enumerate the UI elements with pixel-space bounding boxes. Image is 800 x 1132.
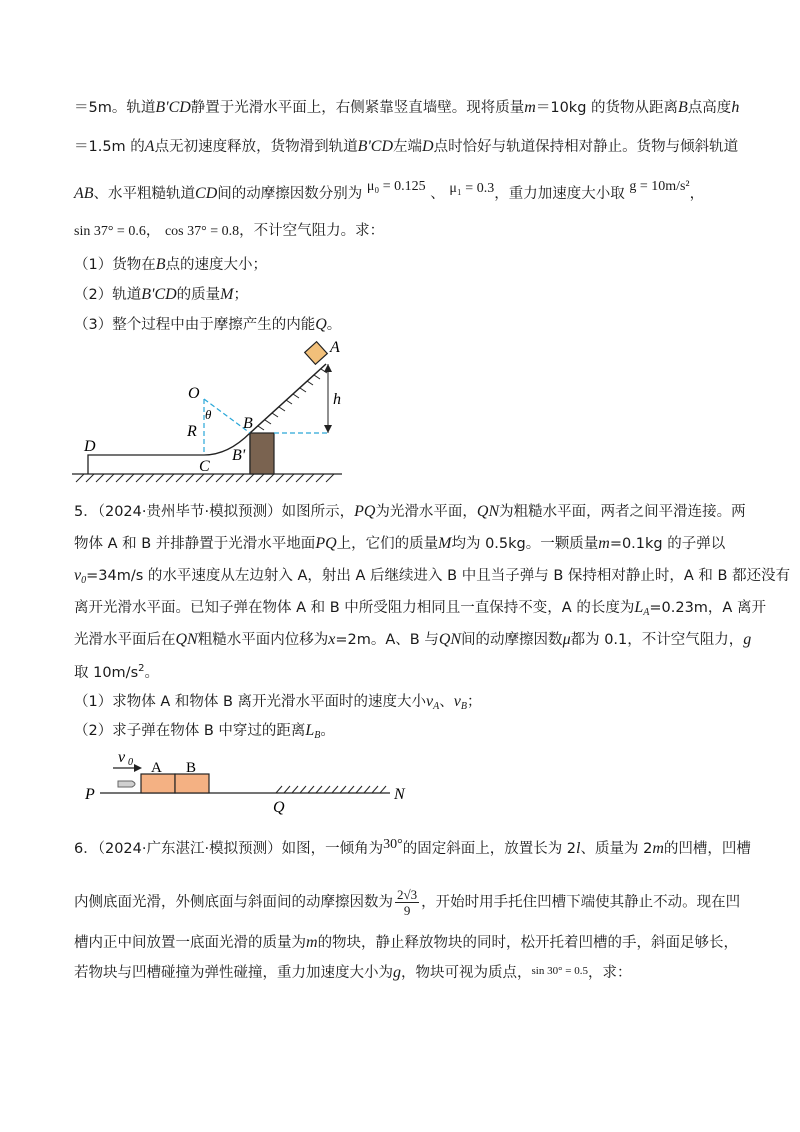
point-symbol: D	[422, 138, 434, 155]
superscript: 2	[138, 663, 145, 674]
text: ＝10kg 的货物从距离	[535, 100, 679, 116]
label-d: D	[84, 438, 96, 455]
arrow-down-icon	[324, 425, 332, 433]
length-symbol: L	[305, 722, 315, 739]
length-symbol: L	[634, 599, 644, 616]
track-label: B	[357, 138, 368, 155]
sin30-value: sin 30° = 0.5	[531, 965, 588, 977]
text: ；	[466, 694, 482, 710]
text: 点高度	[687, 100, 732, 116]
gravity-symbol: g	[743, 631, 752, 648]
text: 取 10m/s	[74, 665, 139, 681]
point-symbol: A	[144, 138, 155, 155]
p6-line-3	[74, 933, 740, 953]
label-p: P	[85, 786, 95, 803]
text: ，求：	[587, 965, 632, 981]
label-o: O	[188, 385, 200, 402]
gravity-value: g = 10m/s²	[629, 179, 690, 194]
text: ，不计空气阻力。求：	[239, 223, 385, 239]
p5-line-2	[74, 534, 740, 554]
text: 为光滑水平面，	[375, 504, 477, 520]
energy-symbol: Q	[315, 316, 327, 333]
bullet	[118, 781, 135, 787]
mass-symbol: m	[598, 535, 610, 552]
text: 粗糙水平面内位移为	[197, 632, 329, 648]
text: （1）求物体 A 和物体 B 离开光滑水平面时的速度大小	[74, 694, 427, 710]
label-h: h	[333, 391, 341, 408]
incline-angle: 30°	[383, 837, 403, 852]
label-b: B	[186, 760, 197, 776]
label-b-prime: B'	[232, 447, 246, 464]
label-theta: θ	[205, 407, 212, 422]
text: 都为 0.1，不计空气阻力，	[570, 632, 744, 648]
problem-number: 6．（2024·广东湛江·模拟预测）如图，一倾角为	[74, 841, 384, 857]
track-label: B	[155, 99, 166, 116]
text: 光滑水平面后在	[74, 632, 176, 648]
text: 间的动摩擦因数分别为	[217, 186, 363, 202]
mass-symbol: m	[524, 99, 536, 116]
wall-block	[250, 433, 274, 474]
rough-surface-hatch	[276, 786, 386, 793]
text: 点时恰好与轨道保持相对静止。货物与倾斜轨道	[433, 139, 739, 155]
label-v: v	[118, 749, 126, 766]
text: 物体 A 和 B 并排静置于光滑水平地面	[74, 536, 316, 552]
text: （2）求子弹在物体 B 中穿过的距离	[74, 723, 306, 739]
surface-symbol: PQ	[354, 503, 376, 520]
text: 离开光滑水平面。已知子弹在物体 A 和 B 中所受阻力相同且一直保持不变，A 的长度为	[74, 600, 635, 616]
mass-symbol: m	[652, 840, 664, 857]
text: =0.1kg 的子弹以	[609, 536, 726, 552]
text: 槽内正中间放置一底面光滑的质量为	[74, 935, 306, 951]
text: 的物块，静止释放物块的同时，松开托着凹槽的手，斜面足够长，	[317, 935, 739, 951]
block-a	[141, 774, 175, 793]
p5-line-5	[74, 630, 752, 650]
text: 。	[144, 665, 159, 681]
p6-line-2	[74, 887, 740, 918]
gravity-symbol: g	[393, 964, 401, 981]
subscript: 0	[81, 575, 87, 586]
text: 内侧底面光滑，外侧底面与斜面间的动摩擦因数为	[74, 894, 393, 911]
text: 为粗糙水平面，两者之间平滑连接。两	[499, 504, 746, 520]
cargo-box	[305, 342, 328, 365]
text: 点无初速度释放，货物滑到轨道	[154, 139, 358, 155]
text: 、质量为 2	[580, 841, 653, 857]
friction-fraction	[395, 887, 419, 918]
text: 间的动摩擦因数	[461, 632, 563, 648]
ground-hatch	[76, 474, 334, 482]
cos37-value: cos 37° = 0.8	[164, 224, 240, 239]
text: =34m/s 的水平速度从左边射入 A，射出 A 后继续进入 B 中且当子弹与 B 保持相对静止时，A 和 B 都还没有	[86, 568, 791, 584]
friction-coefficient-0: μ₀ = 0.125	[366, 179, 426, 194]
label-v-sub: 0	[128, 757, 133, 768]
text: 、	[439, 694, 454, 710]
text: 上，它们的质量	[336, 536, 439, 552]
displacement-symbol: x	[328, 631, 336, 648]
point-symbol: B	[678, 99, 688, 116]
text: （1）货物在	[74, 257, 156, 273]
p6-line-1	[74, 837, 751, 860]
problem-number: 5．（2024·贵州毕节·模拟预测）如图所示，	[74, 504, 355, 520]
bullet-blocks-diagram	[0, 740, 800, 820]
p5-question-1	[74, 692, 740, 717]
fraction-numerator: 2√3	[397, 887, 418, 902]
track-bcd	[88, 433, 250, 474]
p5-line-1	[74, 502, 746, 522]
subscript: A	[433, 701, 440, 712]
p5-line-4	[74, 598, 766, 623]
text: （2）轨道	[74, 287, 142, 303]
subscript: B	[314, 730, 321, 741]
length-symbol: l	[576, 840, 581, 857]
label-q: Q	[273, 799, 285, 816]
mass-symbol: M	[438, 535, 452, 552]
surface-symbol: PQ	[315, 535, 337, 552]
velocity-symbol: v	[453, 693, 461, 710]
label-a: A	[330, 339, 340, 356]
text: ，重力加速度大小取	[494, 186, 625, 202]
text: 若物块与凹槽碰撞为弹性碰撞，重力加速度大小为	[74, 965, 393, 981]
label-r: R	[187, 423, 197, 440]
incline-hatch	[258, 369, 327, 430]
velocity-symbol: v	[74, 567, 82, 584]
text: =2m。A、B 与	[335, 632, 439, 648]
subscript: A	[643, 607, 650, 618]
surface-symbol: QN	[175, 631, 198, 648]
mass-symbol: m	[306, 934, 318, 951]
track-label: 'CD	[367, 138, 394, 155]
text: ＝1.5m 的	[74, 139, 145, 155]
text: 点的速度大小；	[165, 257, 268, 273]
track-diagram	[0, 0, 800, 500]
text: =0.23m，A 离开	[649, 600, 766, 616]
height-symbol: h	[731, 99, 740, 116]
text: ，开始时用手托住凹槽下端使其静止不动。现在凹	[421, 894, 741, 911]
subscript: B	[460, 701, 467, 712]
text: ；	[233, 287, 248, 303]
sin37-value: sin 37° = 0.6	[74, 224, 146, 239]
text: 的固定斜面上，放置长为 2	[402, 841, 577, 857]
friction-symbol: μ	[562, 631, 571, 648]
friction-coefficient-1: μ₁ = 0.3	[449, 181, 495, 196]
text: ，	[689, 186, 705, 202]
track-symbol: CD	[195, 185, 218, 202]
mass-symbol: M	[220, 286, 234, 303]
p5-line-6	[74, 659, 740, 683]
text: 左端	[393, 139, 423, 155]
fraction-denominator: 9	[403, 903, 411, 918]
track-label: 'CD	[151, 286, 177, 303]
arrow-right-icon	[134, 764, 142, 772]
surface-symbol: QN	[438, 631, 462, 648]
text: 静置于光滑水平面上，右侧紧靠竖直墙壁。现将质量	[190, 100, 525, 116]
text: 。	[320, 723, 335, 739]
track-symbol: AB	[74, 185, 94, 202]
text: 的凹槽，凹槽	[663, 841, 751, 857]
text: ＝5m。轨道	[74, 100, 156, 116]
text: ，	[145, 223, 161, 239]
block-b	[175, 774, 209, 793]
text: 。	[326, 317, 342, 333]
text: 、水平粗糙轨道	[93, 186, 196, 202]
velocity-symbol: v	[426, 693, 434, 710]
label-c: C	[199, 458, 210, 475]
track-label: B	[141, 286, 152, 303]
incline-ab	[250, 364, 326, 433]
point-symbol: B	[155, 256, 166, 273]
label-n: N	[394, 786, 405, 803]
text: （3）整个过程中由于摩擦产生的内能	[74, 317, 316, 333]
p5-line-3	[74, 566, 791, 591]
text: 均为 0.5kg。一颗质量	[451, 536, 599, 552]
label-b: B	[243, 415, 253, 432]
p6-line-4	[74, 963, 740, 984]
text: 的质量	[176, 287, 221, 303]
track-label: 'CD	[165, 99, 191, 116]
surface-symbol: QN	[476, 503, 500, 520]
text: ，物块可视为质点，	[401, 965, 532, 981]
label-a: A	[151, 760, 162, 776]
text: 、	[430, 186, 445, 202]
